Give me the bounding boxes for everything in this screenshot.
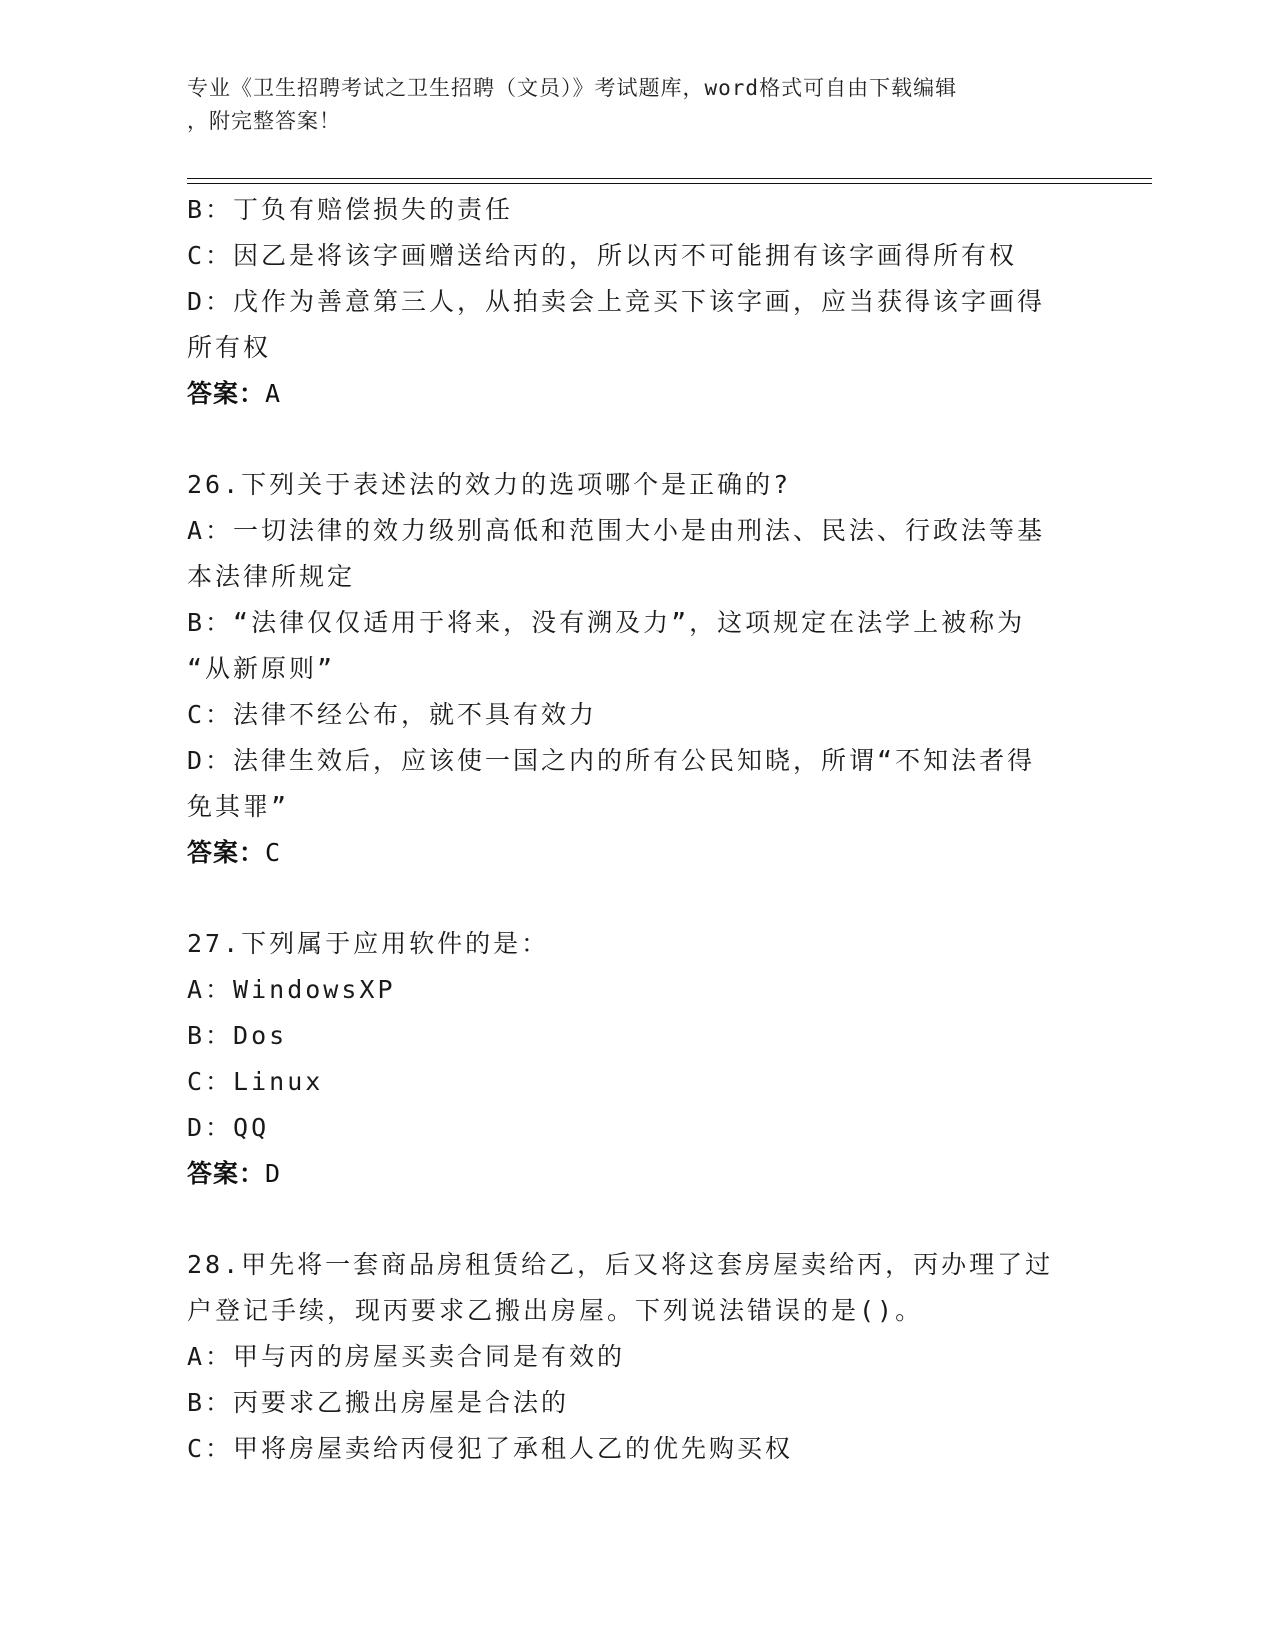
question-25 (187, 187, 1087, 417)
q26-answer-label: 答案： (187, 838, 266, 867)
q26-option-d-line-1: D：法律生效后，应该使一国之内的所有公民知晓，所谓“不知法者得 (187, 746, 1036, 775)
q25-option-c: C：因乙是将该字画赠送给丙的，所以丙不可能拥有该字画得所有权 (187, 241, 1018, 270)
q26-option-d-line-2: 免其罪” (187, 792, 290, 821)
q26-answer-value: C (265, 838, 282, 867)
q25-answer (187, 371, 1087, 417)
q27-answer-label: 答案： (187, 1159, 266, 1188)
header-rule-bottom (187, 183, 1152, 184)
header-line-1: 专业《卫生招聘考试之卫生招聘（文员）》考试题库，word格式可自由下载编辑 (187, 76, 958, 100)
q27-answer (187, 1151, 1087, 1197)
q28-option-c: C：甲将房屋卖给丙侵犯了承租人乙的优先购买权 (187, 1434, 794, 1463)
q28-option-b: B：丙要求乙搬出房屋是合法的 (187, 1388, 570, 1417)
q25-option-b: B：丁负有赔偿损失的责任 (187, 195, 514, 224)
q25-option-d-line-1: D：戊作为善意第三人，从拍卖会上竞买下该字画，应当获得该字画得 (187, 287, 1046, 316)
header-rule-top (187, 178, 1152, 179)
q28-stem-line-1: 28.甲先将一套商品房租赁给乙，后又将这套房屋卖给丙，丙办理了过 (187, 1250, 1054, 1279)
q27-stem: 27.下列属于应用软件的是： (187, 929, 550, 958)
question-27 (187, 921, 1087, 1197)
q27-option-a: A：WindowsXP (187, 975, 396, 1004)
q25-answer-value: A (265, 379, 282, 408)
q25-option-d-line-2: 所有权 (187, 333, 272, 362)
q27-option-c: C：Linux (187, 1067, 324, 1096)
q27-option-b: B：Dos (187, 1021, 288, 1050)
q28-option-a: A：甲与丙的房屋买卖合同是有效的 (187, 1342, 626, 1371)
q26-option-c: C：法律不经公布，就不具有效力 (187, 700, 598, 729)
q26-option-b-line-2: “从新原则” (187, 654, 336, 683)
question-26 (187, 462, 1087, 876)
q26-option-a-line-1: A：一切法律的效力级别高低和范围大小是由刑法、民法、行政法等基 (187, 516, 1046, 545)
q26-option-b-line-1: B：“法律仅仅适用于将来，没有溯及力”，这项规定在法学上被称为 (187, 608, 1026, 637)
q27-option-d: D：QQ (187, 1113, 270, 1142)
header-line-2: ，附完整答案！ (187, 109, 341, 133)
q28-stem-line-2: 户登记手续，现丙要求乙搬出房屋。下列说法错误的是()。 (187, 1296, 924, 1325)
q27-answer-value: D (265, 1159, 282, 1188)
q26-option-a-line-2: 本法律所规定 (187, 562, 356, 591)
q26-stem: 26.下列关于表述法的效力的选项哪个是正确的? (187, 470, 792, 499)
question-28 (187, 1242, 1087, 1472)
page-header (187, 72, 1067, 138)
question-content (187, 187, 1087, 1472)
q26-answer (187, 830, 1087, 876)
q25-answer-label: 答案： (187, 379, 266, 408)
